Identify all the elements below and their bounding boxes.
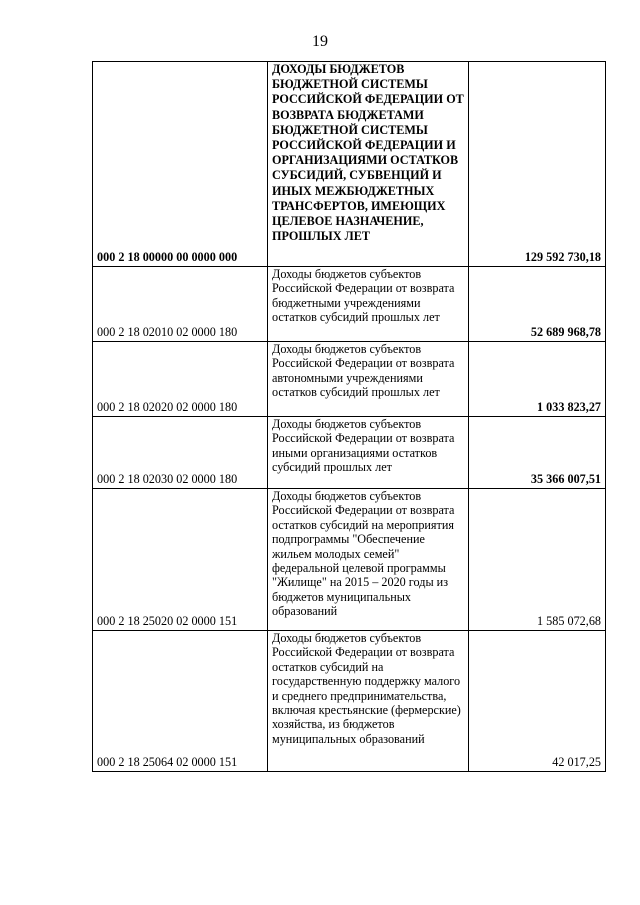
table-row (93, 342, 606, 417)
amount-cell: 1 033 823,27 (469, 342, 606, 417)
amount-cell: 42 017,25 (469, 631, 606, 772)
amount-cell: 35 366 007,51 (469, 417, 606, 489)
budget-code-cell: 000 2 18 25020 02 0000 151 (93, 489, 268, 631)
budget-code-cell: 000 2 18 25064 02 0000 151 (93, 631, 268, 772)
amount-cell: 1 585 072,68 (469, 489, 606, 631)
table-row-total (93, 62, 606, 267)
description-cell: Доходы бюджетов субъектов Российской Федерации от возврата иными организациями остатков субсидий прошлых лет (268, 417, 469, 489)
budget-code-cell: 000 2 18 02030 02 0000 180 (93, 417, 268, 489)
description-cell: Доходы бюджетов субъектов Российской Федерации от возврата остатков субсидий на государственную поддержку малого и среднего предпринимательства, включая крестьянские (фермерские) хозяйства, из бюджетов муниципальных образований (268, 631, 469, 772)
amount-cell: 129 592 730,18 (469, 62, 606, 267)
description-cell: Доходы бюджетов субъектов Российской Федерации от возврата остатков субсидий на мероприятия подпрограммы "Обеспечение жильем молодых семей" федеральной целевой программы "Жилище" на 2015 – 2020 годы из бюджетов муниципальных образований (268, 489, 469, 631)
budget-code-cell: 000 2 18 02010 02 0000 180 (93, 267, 268, 342)
table-row (93, 489, 606, 631)
budget-code-cell: 000 2 18 00000 00 0000 000 (93, 62, 268, 267)
description-cell: Доходы бюджетов субъектов Российской Федерации от возврата автономными учреждениями остатков субсидий прошлых лет (268, 342, 469, 417)
table-row (93, 267, 606, 342)
description-cell: ДОХОДЫ БЮДЖЕТОВ БЮДЖЕТНОЙ СИСТЕМЫ РОССИЙСКОЙ ФЕДЕРАЦИИ ОТ ВОЗВРАТА БЮДЖЕТАМИ БЮДЖЕТНОЙ СИСТЕМЫ РОССИЙСКОЙ ФЕДЕРАЦИИ И ОРГАНИЗАЦИЯМИ ОСТАТКОВ СУБСИДИЙ, СУБВЕНЦИЙ И ИНЫХ МЕЖБЮДЖЕТНЫХ ТРАНСФЕРТОВ, ИМЕЮЩИХ ЦЕЛЕВОЕ НАЗНАЧЕНИЕ, ПРОШЛЫХ ЛЕТ (268, 62, 469, 267)
table-row (93, 417, 606, 489)
budget-revenue-table (92, 61, 606, 772)
table-row (93, 631, 606, 772)
budget-code-cell: 000 2 18 02020 02 0000 180 (93, 342, 268, 417)
description-cell: Доходы бюджетов субъектов Российской Федерации от возврата бюджетными учреждениями остатков субсидий прошлых лет (268, 267, 469, 342)
page-number: 19 (312, 33, 328, 50)
amount-cell: 52 689 968,78 (469, 267, 606, 342)
